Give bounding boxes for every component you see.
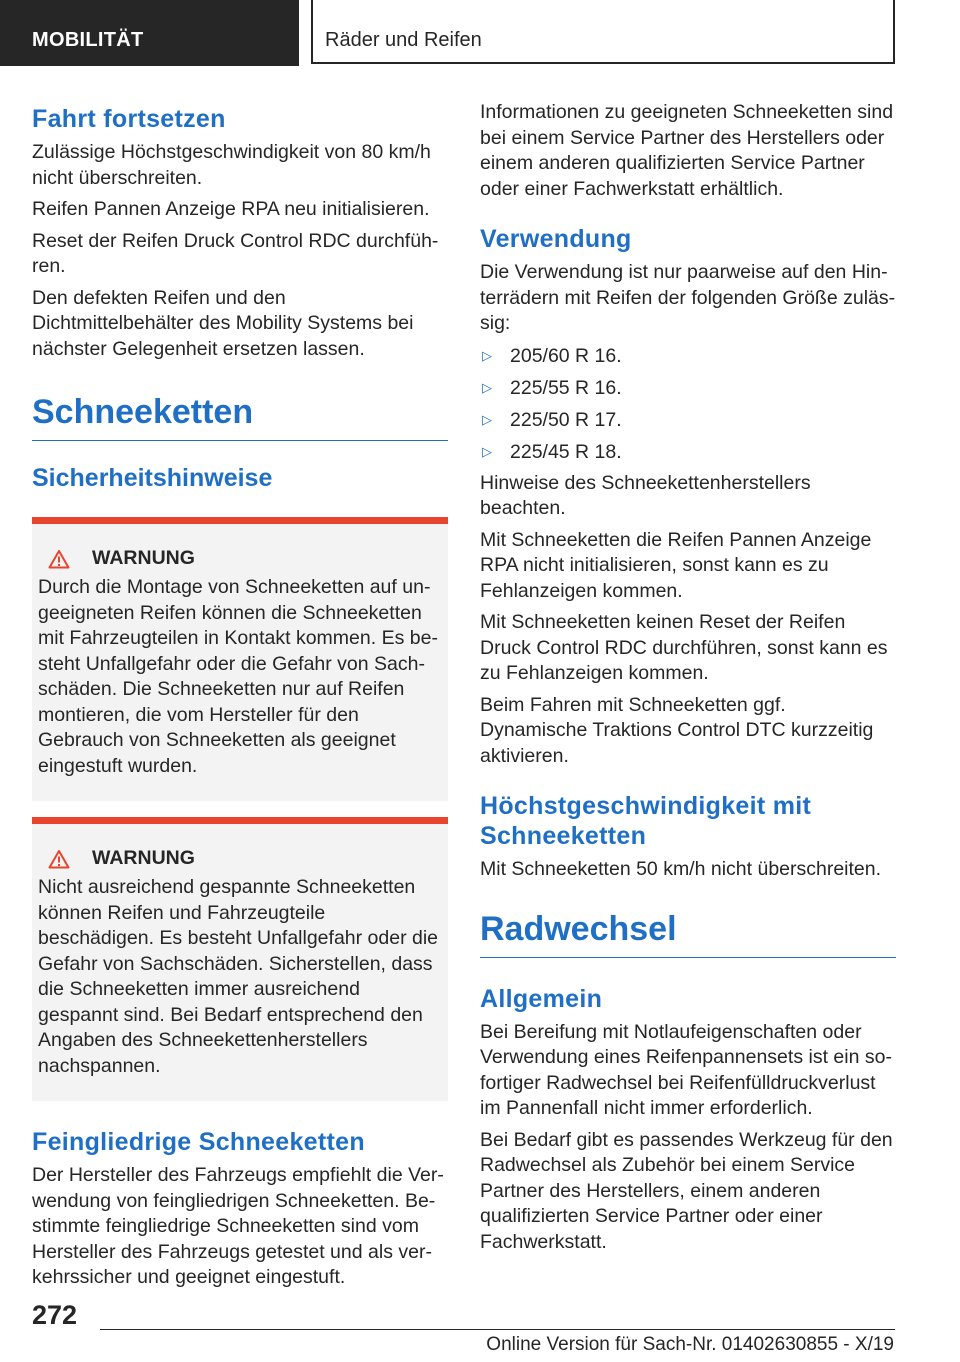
- chapter-label: Räder und Reifen: [325, 29, 482, 51]
- heading-radwechsel: Radwechsel: [480, 909, 896, 958]
- right-column: [480, 100, 896, 1261]
- footer-divider: [100, 1329, 895, 1330]
- warning-header: [38, 846, 442, 871]
- paragraph: Bei Bedarf gibt es passendes Werkzeug für den Radwechsel als Zubehör bei einem Service Partner des Herstellers, einem anderen qualifizierten Service Partner oder einer Fachwerkstatt.: [480, 1128, 893, 1253]
- tire-size-list: [480, 343, 896, 465]
- triangle-bullet-icon: ▷: [482, 443, 492, 459]
- triangle-bullet-icon: ▷: [482, 379, 492, 395]
- warning-triangle-icon: [48, 549, 70, 569]
- online-version-note: Online Version für Sach-Nr. 01402630855 - X/19: [486, 1334, 894, 1355]
- heading-fahrt-fortsetzen: Fahrt fortsetzen: [32, 105, 226, 133]
- paragraph: Den defekten Reifen und den Dichtmittelbehälter des Mobility Systems bei nächster Gelegenheit ersetzen lassen.: [32, 286, 414, 360]
- heading-sicherheitshinweise: Sicherheitshinweise: [32, 464, 273, 492]
- heading-allgemein: Allgemein: [480, 984, 603, 1013]
- section-tab: [0, 0, 299, 66]
- warning-box: [32, 817, 448, 1101]
- heading-verwendung: Verwendung: [480, 225, 632, 253]
- left-column: [32, 100, 448, 1297]
- page-number: 272: [32, 1300, 78, 1330]
- list-item: ▷ 225/50 R 17.: [482, 408, 622, 431]
- heading-hoechstgeschwindigkeit: Höchstgeschwindigkeit mit Schneeketten: [480, 792, 812, 850]
- warning-box: [32, 517, 448, 801]
- paragraph: Mit Schneeketten die Reifen Pannen Anzeige RPA nicht initialisieren, sonst kann es zu Fehlanzeigen kommen.: [480, 528, 872, 602]
- chapter-tab: [311, 0, 895, 64]
- paragraph: Bei Bereifung mit Notlaufeigenschaften oder Verwendung eines Reifenpannensets ist ein sofortiger Radwechsel bei Reifenfülldruckverlust im Pannenfall nicht immer erforderlich.: [480, 1020, 892, 1119]
- triangle-bullet-icon: ▷: [482, 347, 492, 363]
- paragraph: Mit Schneeketten 50 km/h nicht überschreiten.: [480, 858, 882, 880]
- paragraph: Informationen zu geeigneten Schneeketten sind bei einem Service Partner des Herstellers oder einem anderen qualifizierten Service Partner oder einer Fachwerkstatt erhältlich.: [480, 101, 894, 200]
- triangle-bullet-icon: ▷: [482, 411, 492, 427]
- heading-schneeketten: Schneeketten: [32, 392, 448, 441]
- warning-text: Durch die Montage von Schneeketten auf ungeeigneten Reifen können die Schneeketten mit Fahrzeugteilen in Kontakt kommen. Es besteht Unfallgefahr oder die Gefahr von Sachschäden. Die Schneeketten nur auf Reifen montieren, die vom Hersteller für den Gebrauch von Schneeketten als geeignet eingestuft wurden.: [38, 576, 438, 777]
- warning-header: [38, 546, 442, 571]
- list-item: ▷ 225/55 R 16.: [482, 376, 622, 399]
- warning-label: WARNUNG: [92, 847, 195, 869]
- section-label: MOBILITÄT: [32, 29, 144, 51]
- heading-feingliedrige: Feingliedrige Schneeketten: [32, 1128, 365, 1156]
- warning-triangle-icon: [48, 849, 70, 869]
- paragraph: Der Hersteller des Fahrzeugs empfiehlt die Verwendung von feingliedrigen Schneeketten. Bestimmte feingliedrige Schneeketten sind vom Hersteller des Fahrzeugs getestet und als verkehrssicher und geeignet eingestuft.: [32, 1164, 444, 1288]
- list-item: ▷ 205/60 R 16.: [482, 344, 622, 367]
- paragraph: Reset der Reifen Druck Control RDC durchführen.: [32, 229, 439, 277]
- paragraph: Hinweise des Schneekettenherstellers beachten.: [480, 471, 811, 519]
- paragraph: Zulässige Höchstgeschwindigkeit von 80 km/h nicht überschreiten.: [32, 141, 431, 189]
- warning-text: Nicht ausreichend gespannte Schneeketten können Reifen und Fahrzeugteile beschädigen. Es besteht Unfallgefahr oder die Gefahr von Sachschäden. Sicherstellen, dass die Schneeketten immer ausreichend gespannt sind. Bei Bedarf entsprechend den Angaben des Schneekettenherstellers nachspannen.: [38, 876, 439, 1077]
- paragraph: Beim Fahren mit Schneeketten ggf. Dynamische Traktions Control DTC kurzzeitig aktivieren.: [480, 693, 874, 767]
- list-item: ▷ 225/45 R 18.: [482, 440, 622, 463]
- paragraph: Mit Schneeketten keinen Reset der Reifen Druck Control RDC durchführen, sonst kann es zu Fehlanzeigen kommen.: [480, 611, 888, 684]
- warning-label: WARNUNG: [92, 547, 195, 569]
- paragraph: Die Verwendung ist nur paarweise auf den Hinterrädern mit Reifen der folgenden Größe zulässig:: [480, 261, 896, 334]
- paragraph: Reifen Pannen Anzeige RPA neu initialisieren.: [32, 198, 430, 220]
